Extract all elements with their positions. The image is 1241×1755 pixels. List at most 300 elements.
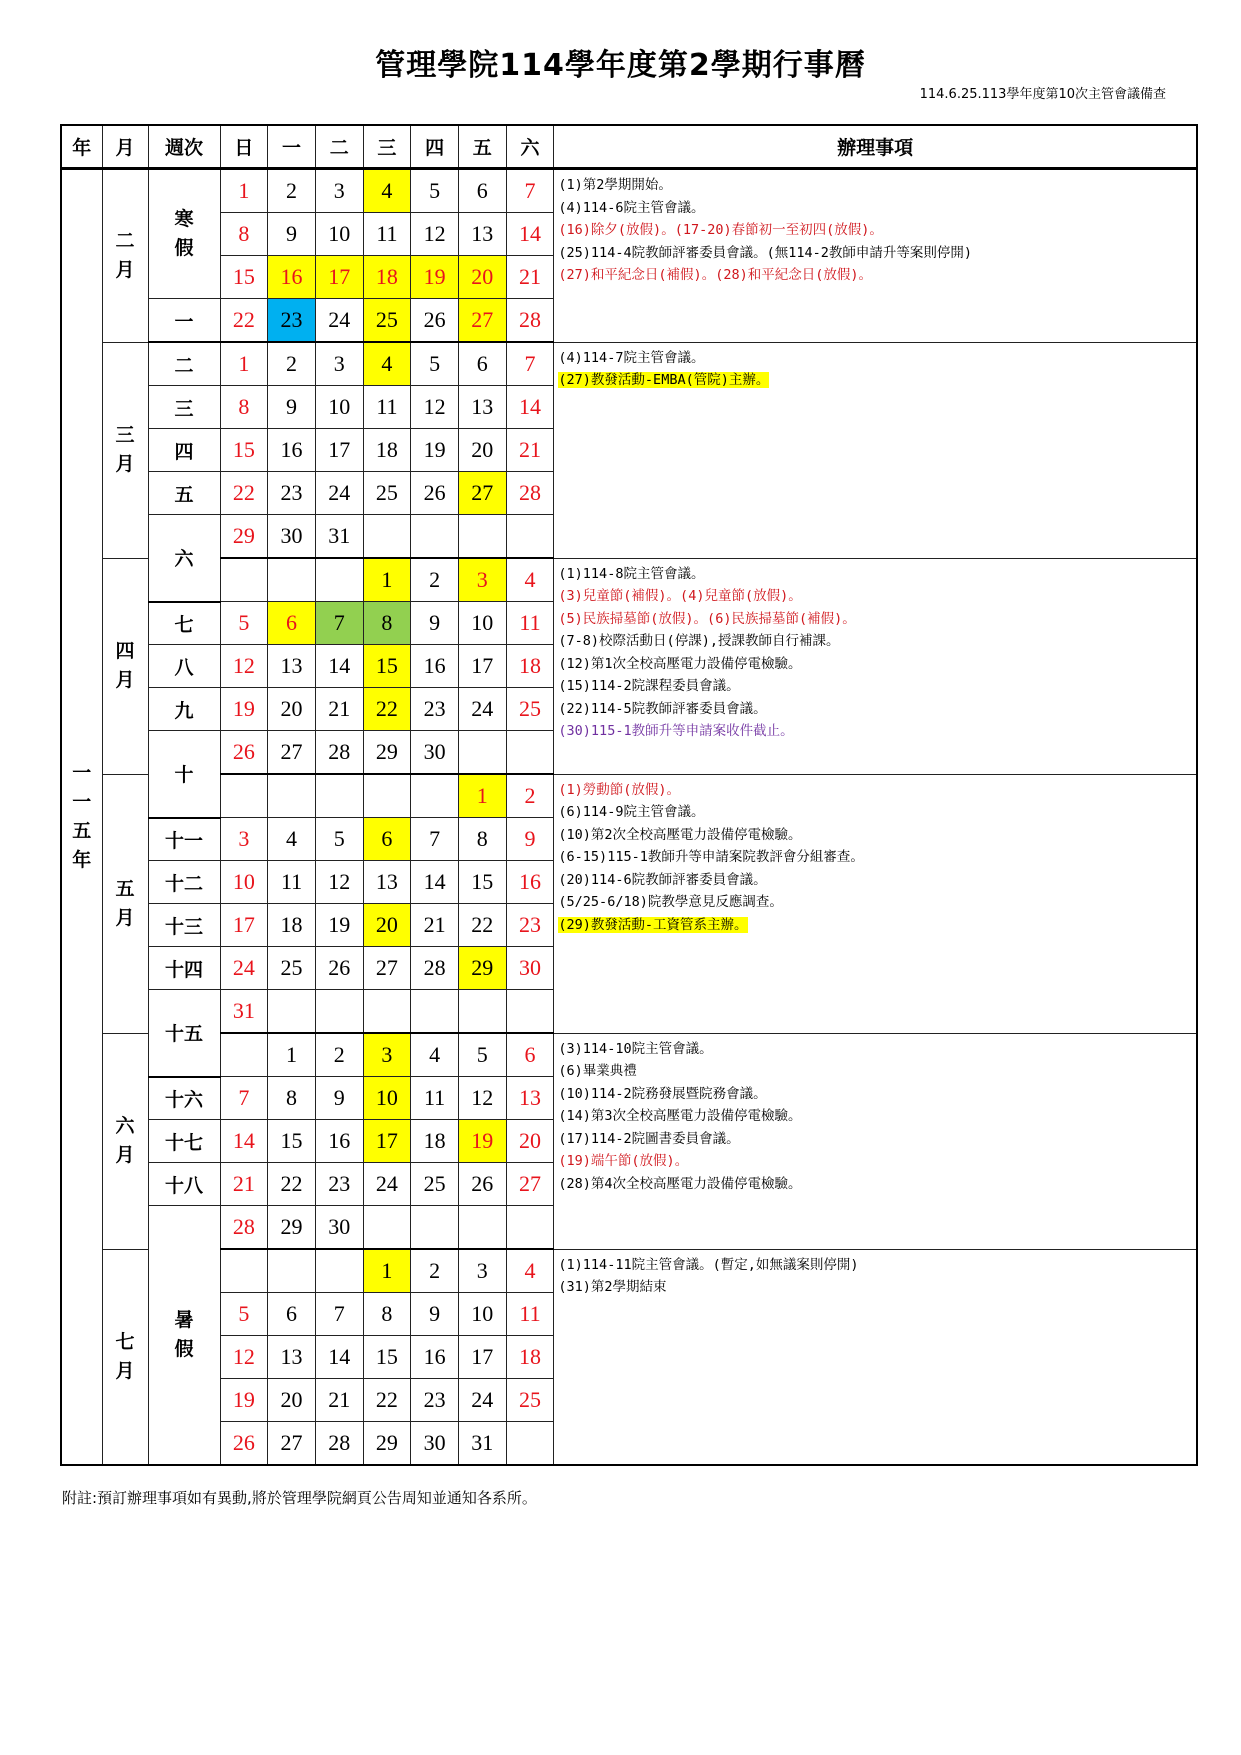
day-cell: 25 bbox=[268, 947, 316, 990]
day-cell: 6 bbox=[458, 169, 506, 213]
month-cell bbox=[102, 1033, 148, 1249]
week-label-text: 四 bbox=[174, 440, 194, 463]
day-cell: 13 bbox=[506, 1077, 554, 1120]
day-cell: 6 bbox=[363, 818, 411, 861]
day-cell: 26 bbox=[220, 731, 268, 775]
day-cell: 9 bbox=[411, 1293, 459, 1336]
day-cell: 25 bbox=[363, 472, 411, 515]
day-cell: 10 bbox=[458, 602, 506, 645]
day-cell: 4 bbox=[506, 558, 554, 602]
day-cell: 17 bbox=[363, 1120, 411, 1163]
event-text: (6-15)115-1教師升等申請案院教評會分組審查。 bbox=[558, 849, 864, 865]
event-text: (5)民族掃墓節(放假)。(6)民族掃墓節(補假)。 bbox=[558, 610, 856, 627]
events-cell bbox=[554, 1033, 1197, 1249]
event-item bbox=[558, 1276, 1192, 1299]
col-wed: 三 bbox=[363, 125, 411, 169]
events-cell bbox=[554, 774, 1197, 1033]
day-cell: 26 bbox=[411, 299, 459, 343]
month-cell bbox=[102, 1249, 148, 1465]
day-cell: 28 bbox=[315, 731, 363, 775]
col-events: 辦理事項 bbox=[554, 125, 1197, 169]
event-text: (25)114-4院教師評審委員會議。(無114-2教師申請升等案則停開) bbox=[558, 244, 972, 261]
day-cell: 1 bbox=[458, 774, 506, 818]
month-label: 二月 bbox=[115, 229, 135, 281]
day-cell bbox=[268, 990, 316, 1034]
day-cell: 8 bbox=[363, 1293, 411, 1336]
event-text: (1)第2學期開始。 bbox=[558, 177, 672, 193]
day-cell: 19 bbox=[220, 1379, 268, 1422]
day-cell: 5 bbox=[315, 818, 363, 861]
day-cell: 5 bbox=[458, 1033, 506, 1077]
day-cell bbox=[315, 558, 363, 602]
event-item bbox=[558, 1173, 1192, 1196]
day-cell: 22 bbox=[363, 688, 411, 731]
day-cell bbox=[506, 515, 554, 559]
year-cell bbox=[61, 169, 102, 1466]
day-cell: 5 bbox=[411, 342, 459, 386]
day-cell: 16 bbox=[268, 256, 316, 299]
day-cell: 19 bbox=[315, 904, 363, 947]
day-cell: 3 bbox=[315, 342, 363, 386]
day-cell: 4 bbox=[506, 1249, 554, 1293]
day-cell: 22 bbox=[363, 1379, 411, 1422]
week-label-text: 十七 bbox=[164, 1131, 203, 1154]
day-cell: 5 bbox=[220, 602, 268, 645]
calendar-body bbox=[61, 169, 1197, 1466]
event-text: (1)114-8院主管會議。 bbox=[558, 565, 705, 582]
day-cell bbox=[411, 1206, 459, 1250]
day-cell: 18 bbox=[411, 1120, 459, 1163]
day-cell: 12 bbox=[411, 213, 459, 256]
day-cell: 28 bbox=[506, 472, 554, 515]
day-cell: 6 bbox=[268, 602, 316, 645]
event-item bbox=[558, 369, 1192, 392]
week-label-text: 一 bbox=[174, 310, 194, 333]
day-cell: 13 bbox=[268, 1336, 316, 1379]
week-label-text: 七 bbox=[174, 613, 194, 636]
col-tue: 二 bbox=[315, 125, 363, 169]
month-cell bbox=[102, 342, 148, 558]
month-label: 五月 bbox=[115, 877, 135, 929]
event-text: (3)114-10院主管會議。 bbox=[558, 1040, 713, 1057]
day-cell: 12 bbox=[220, 645, 268, 688]
day-cell: 11 bbox=[268, 861, 316, 904]
day-cell: 16 bbox=[315, 1120, 363, 1163]
day-cell: 30 bbox=[411, 731, 459, 775]
event-item bbox=[558, 608, 1192, 631]
week-label bbox=[148, 645, 220, 688]
week-label bbox=[148, 1120, 220, 1163]
day-cell bbox=[220, 1249, 268, 1293]
day-cell: 25 bbox=[506, 1379, 554, 1422]
month-cell bbox=[102, 558, 148, 774]
month-label: 三月 bbox=[115, 424, 135, 475]
day-cell bbox=[268, 1249, 316, 1293]
event-text: (14)第3次全校高壓電力設備停電檢驗。 bbox=[558, 1108, 802, 1124]
day-cell: 27 bbox=[458, 472, 506, 515]
week-label bbox=[148, 688, 220, 731]
day-cell: 27 bbox=[458, 299, 506, 343]
day-cell: 4 bbox=[363, 342, 411, 386]
day-cell: 16 bbox=[411, 1336, 459, 1379]
event-text: (7-8)校際活動日(停課),授課教師自行補課。 bbox=[558, 633, 840, 649]
event-item bbox=[558, 1254, 1192, 1277]
day-cell bbox=[315, 990, 363, 1034]
week-label-text: 十一 bbox=[164, 829, 203, 852]
month-label: 六月 bbox=[115, 1115, 135, 1166]
day-cell: 20 bbox=[268, 688, 316, 731]
day-cell: 7 bbox=[315, 1293, 363, 1336]
day-cell: 4 bbox=[411, 1033, 459, 1077]
day-cell: 10 bbox=[458, 1293, 506, 1336]
week-row bbox=[61, 169, 1197, 213]
week-label-text: 十四 bbox=[164, 958, 203, 981]
month-label: 七月 bbox=[115, 1330, 135, 1382]
day-cell: 13 bbox=[268, 645, 316, 688]
day-cell: 12 bbox=[220, 1336, 268, 1379]
day-cell: 24 bbox=[315, 299, 363, 343]
events-cell bbox=[554, 342, 1197, 558]
event-text: (16)除夕(放假)。(17-20)春節初一至初四(放假)。 bbox=[558, 222, 883, 238]
day-cell: 6 bbox=[506, 1033, 554, 1077]
day-cell: 14 bbox=[220, 1120, 268, 1163]
event-item bbox=[558, 869, 1192, 892]
event-text: (4)114-6院主管會議。 bbox=[558, 199, 705, 216]
year-label: 一一五年 bbox=[72, 762, 92, 871]
month-cell bbox=[102, 774, 148, 1033]
week-label bbox=[148, 472, 220, 515]
day-cell: 13 bbox=[458, 213, 506, 256]
day-cell: 21 bbox=[315, 688, 363, 731]
week-label bbox=[148, 818, 220, 861]
day-cell: 11 bbox=[363, 386, 411, 429]
day-cell: 23 bbox=[506, 904, 554, 947]
event-text: (1)勞動節(放假)。 bbox=[558, 781, 681, 798]
week-label-text: 十八 bbox=[164, 1174, 203, 1197]
day-cell: 16 bbox=[506, 861, 554, 904]
day-cell bbox=[220, 774, 268, 818]
calendar-table bbox=[60, 124, 1198, 1466]
week-label bbox=[148, 602, 220, 645]
event-text: (29)教發活動-工資管系主辦。 bbox=[558, 916, 748, 933]
day-cell: 25 bbox=[506, 688, 554, 731]
day-cell: 7 bbox=[315, 602, 363, 645]
week-row bbox=[61, 342, 1197, 386]
event-item bbox=[558, 1150, 1192, 1173]
event-item bbox=[558, 563, 1192, 586]
day-cell: 2 bbox=[315, 1033, 363, 1077]
day-cell bbox=[220, 558, 268, 602]
event-text: (20)114-6院教師評審委員會議。 bbox=[558, 871, 767, 888]
day-cell: 24 bbox=[458, 688, 506, 731]
col-fri: 五 bbox=[458, 125, 506, 169]
event-text: (5/25-6/18)院教學意見反應調查。 bbox=[558, 894, 783, 910]
day-cell: 2 bbox=[411, 558, 459, 602]
day-cell: 8 bbox=[363, 602, 411, 645]
day-cell: 21 bbox=[220, 1163, 268, 1206]
day-cell: 3 bbox=[458, 1249, 506, 1293]
event-item bbox=[558, 653, 1192, 676]
day-cell: 2 bbox=[506, 774, 554, 818]
event-text: (27)和平紀念日(補假)。(28)和平紀念日(放假)。 bbox=[558, 267, 872, 283]
day-cell: 11 bbox=[411, 1077, 459, 1120]
day-cell: 13 bbox=[458, 386, 506, 429]
day-cell: 23 bbox=[411, 688, 459, 731]
day-cell: 10 bbox=[363, 1077, 411, 1120]
event-text: (6)畢業典禮 bbox=[558, 1063, 637, 1079]
day-cell: 31 bbox=[458, 1422, 506, 1466]
day-cell bbox=[506, 1422, 554, 1466]
day-cell: 10 bbox=[220, 861, 268, 904]
day-cell: 2 bbox=[268, 169, 316, 213]
day-cell: 2 bbox=[411, 1249, 459, 1293]
day-cell: 30 bbox=[268, 515, 316, 559]
event-item bbox=[558, 219, 1192, 242]
day-cell: 26 bbox=[411, 472, 459, 515]
week-row bbox=[61, 1033, 1197, 1077]
page-title: 管理學院114學年度第2學期行事曆 bbox=[375, 48, 866, 83]
day-cell: 24 bbox=[315, 472, 363, 515]
event-text: (4)114-7院主管會議。 bbox=[558, 349, 705, 366]
day-cell: 17 bbox=[220, 904, 268, 947]
day-cell: 28 bbox=[506, 299, 554, 343]
day-cell: 13 bbox=[363, 861, 411, 904]
day-cell: 20 bbox=[458, 429, 506, 472]
day-cell: 29 bbox=[363, 1422, 411, 1466]
day-cell: 10 bbox=[315, 386, 363, 429]
col-thu: 四 bbox=[411, 125, 459, 169]
events-cell bbox=[554, 558, 1197, 774]
event-item bbox=[558, 801, 1192, 824]
approval-note: 114.6.25.113學年度第10次主管會議備查 bbox=[919, 87, 1166, 102]
event-item bbox=[558, 242, 1192, 265]
week-label bbox=[148, 947, 220, 990]
day-cell: 3 bbox=[220, 818, 268, 861]
day-cell: 5 bbox=[220, 1293, 268, 1336]
day-cell bbox=[315, 774, 363, 818]
day-cell: 1 bbox=[220, 342, 268, 386]
col-mon: 一 bbox=[268, 125, 316, 169]
event-item bbox=[558, 1128, 1192, 1151]
week-label-text: 八 bbox=[174, 656, 194, 679]
day-cell: 28 bbox=[411, 947, 459, 990]
day-cell: 4 bbox=[363, 169, 411, 213]
week-label-text: 十六 bbox=[164, 1088, 203, 1111]
day-cell: 14 bbox=[506, 213, 554, 256]
week-label bbox=[148, 1206, 220, 1466]
day-cell: 11 bbox=[363, 213, 411, 256]
event-item bbox=[558, 914, 1192, 937]
day-cell: 19 bbox=[458, 1120, 506, 1163]
day-cell: 6 bbox=[458, 342, 506, 386]
event-item bbox=[558, 698, 1192, 721]
day-cell: 8 bbox=[220, 386, 268, 429]
day-cell: 8 bbox=[220, 213, 268, 256]
week-label-text: 五 bbox=[174, 483, 194, 506]
week-label bbox=[148, 731, 220, 818]
col-sat: 六 bbox=[506, 125, 554, 169]
day-cell: 14 bbox=[411, 861, 459, 904]
day-cell: 1 bbox=[363, 558, 411, 602]
week-row bbox=[61, 1249, 1197, 1293]
event-text: (28)第4次全校高壓電力設備停電檢驗。 bbox=[558, 1175, 802, 1192]
day-cell: 11 bbox=[506, 602, 554, 645]
day-cell: 12 bbox=[458, 1077, 506, 1120]
week-label-text: 十三 bbox=[164, 915, 203, 938]
day-cell bbox=[411, 990, 459, 1034]
day-cell bbox=[363, 515, 411, 559]
event-item bbox=[558, 846, 1192, 869]
day-cell: 23 bbox=[268, 472, 316, 515]
day-cell: 20 bbox=[458, 256, 506, 299]
day-cell: 20 bbox=[268, 1379, 316, 1422]
day-cell: 23 bbox=[315, 1163, 363, 1206]
day-cell: 22 bbox=[458, 904, 506, 947]
col-year: 年 bbox=[61, 125, 102, 169]
week-label-text: 暑假 bbox=[174, 1309, 194, 1360]
col-week: 週次 bbox=[148, 125, 220, 169]
day-cell: 9 bbox=[315, 1077, 363, 1120]
day-cell: 3 bbox=[458, 558, 506, 602]
event-item bbox=[558, 779, 1192, 802]
event-text: (19)端午節(放假)。 bbox=[558, 1153, 689, 1169]
day-cell: 22 bbox=[220, 299, 268, 343]
event-text: (27)教發活動-EMBA(管院)主辦。 bbox=[558, 372, 770, 388]
event-text: (31)第2學期結束 bbox=[558, 1279, 667, 1295]
week-label bbox=[148, 429, 220, 472]
day-cell: 3 bbox=[315, 169, 363, 213]
month-label: 四月 bbox=[115, 640, 135, 691]
month-cell bbox=[102, 169, 148, 343]
day-cell: 9 bbox=[411, 602, 459, 645]
day-cell: 24 bbox=[220, 947, 268, 990]
day-cell: 7 bbox=[411, 818, 459, 861]
day-cell: 3 bbox=[363, 1033, 411, 1077]
day-cell bbox=[506, 731, 554, 775]
week-label-text: 十 bbox=[174, 764, 194, 787]
event-item bbox=[558, 675, 1192, 698]
day-cell: 7 bbox=[220, 1077, 268, 1120]
day-cell: 19 bbox=[411, 429, 459, 472]
week-row bbox=[61, 774, 1197, 818]
week-label bbox=[148, 1077, 220, 1120]
event-item bbox=[558, 174, 1192, 197]
week-label bbox=[148, 342, 220, 386]
header-row bbox=[61, 125, 1197, 169]
day-cell: 24 bbox=[458, 1379, 506, 1422]
day-cell: 17 bbox=[315, 256, 363, 299]
week-label bbox=[148, 904, 220, 947]
day-cell: 21 bbox=[506, 429, 554, 472]
day-cell: 20 bbox=[363, 904, 411, 947]
day-cell: 10 bbox=[315, 213, 363, 256]
event-item bbox=[558, 347, 1192, 370]
footnote: 附註:預訂辦理事項如有異動,將於管理學院網頁公告周知並通知各系所。 bbox=[62, 1489, 537, 1507]
event-text: (6)114-9院主管會議。 bbox=[558, 804, 705, 820]
day-cell: 26 bbox=[220, 1422, 268, 1466]
day-cell bbox=[268, 558, 316, 602]
day-cell: 17 bbox=[458, 645, 506, 688]
week-label bbox=[148, 515, 220, 602]
day-cell: 20 bbox=[506, 1120, 554, 1163]
day-cell: 23 bbox=[268, 299, 316, 343]
day-cell: 22 bbox=[268, 1163, 316, 1206]
day-cell: 15 bbox=[458, 861, 506, 904]
day-cell: 24 bbox=[363, 1163, 411, 1206]
day-cell: 18 bbox=[363, 256, 411, 299]
day-cell: 2 bbox=[268, 342, 316, 386]
day-cell: 1 bbox=[268, 1033, 316, 1077]
day-cell: 8 bbox=[268, 1077, 316, 1120]
event-item bbox=[558, 1105, 1192, 1128]
event-text: (10)114-2院務發展暨院務會議。 bbox=[558, 1085, 767, 1102]
event-text: (15)114-2院課程委員會議。 bbox=[558, 678, 740, 694]
day-cell bbox=[506, 1206, 554, 1250]
event-item bbox=[558, 264, 1192, 287]
day-cell: 23 bbox=[411, 1379, 459, 1422]
event-text: (3)兒童節(補假)。(4)兒童節(放假)。 bbox=[558, 588, 802, 604]
day-cell bbox=[363, 1206, 411, 1250]
day-cell: 26 bbox=[315, 947, 363, 990]
day-cell bbox=[363, 990, 411, 1034]
week-label bbox=[148, 1163, 220, 1206]
day-cell: 7 bbox=[506, 342, 554, 386]
day-cell: 15 bbox=[363, 1336, 411, 1379]
events-cell bbox=[554, 169, 1197, 343]
week-label bbox=[148, 861, 220, 904]
day-cell: 15 bbox=[363, 645, 411, 688]
day-cell bbox=[268, 774, 316, 818]
day-cell: 7 bbox=[506, 169, 554, 213]
week-label bbox=[148, 299, 220, 343]
day-cell bbox=[411, 774, 459, 818]
day-cell: 16 bbox=[411, 645, 459, 688]
day-cell: 9 bbox=[506, 818, 554, 861]
event-item bbox=[558, 1060, 1192, 1083]
day-cell: 16 bbox=[268, 429, 316, 472]
day-cell: 21 bbox=[411, 904, 459, 947]
day-cell: 8 bbox=[458, 818, 506, 861]
event-text: (10)第2次全校高壓電力設備停電檢驗。 bbox=[558, 826, 802, 843]
day-cell: 21 bbox=[315, 1379, 363, 1422]
day-cell: 17 bbox=[315, 429, 363, 472]
event-item bbox=[558, 197, 1192, 220]
day-cell bbox=[458, 515, 506, 559]
day-cell bbox=[220, 1033, 268, 1077]
day-cell: 12 bbox=[411, 386, 459, 429]
day-cell: 27 bbox=[268, 1422, 316, 1466]
day-cell: 27 bbox=[363, 947, 411, 990]
day-cell: 25 bbox=[363, 299, 411, 343]
day-cell: 30 bbox=[315, 1206, 363, 1250]
event-text: (17)114-2院圖書委員會議。 bbox=[558, 1130, 740, 1147]
day-cell: 5 bbox=[411, 169, 459, 213]
event-item bbox=[558, 824, 1192, 847]
event-item bbox=[558, 585, 1192, 608]
day-cell: 28 bbox=[220, 1206, 268, 1250]
event-text: (22)114-5院教師評審委員會議。 bbox=[558, 700, 767, 717]
day-cell bbox=[458, 1206, 506, 1250]
week-label bbox=[148, 169, 220, 299]
day-cell: 18 bbox=[506, 1336, 554, 1379]
day-cell bbox=[315, 1249, 363, 1293]
event-text: (30)115-1教師升等申請案收件截止。 bbox=[558, 723, 794, 739]
col-month: 月 bbox=[102, 125, 148, 169]
day-cell: 27 bbox=[506, 1163, 554, 1206]
day-cell: 15 bbox=[220, 429, 268, 472]
day-cell bbox=[363, 774, 411, 818]
week-label-text: 三 bbox=[174, 397, 194, 420]
